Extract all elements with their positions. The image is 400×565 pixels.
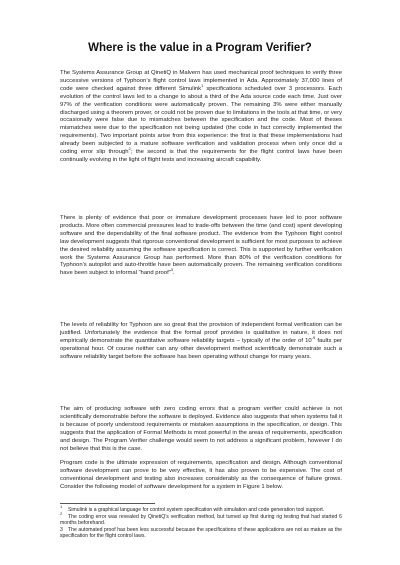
paragraph-3-text-a: The levels of reliability for Typhoon are so great that the provision of independent formal verification can be justified. Unfortunately the evidence that the formal proof provides is qualitative in nature, it does not empirically demonstrate the quantitative software reliability targets – typically of the order of 10	[60, 322, 342, 344]
footnote-text: The automated proof has been less successful because the specifications of these applications are not as mature as the specification for the flight control laws.	[60, 526, 342, 540]
footnote-number: 3	[60, 526, 63, 533]
footnote-text: The coding error was revealed by QinetiQ’s verification method, but turned up first during rig testing that had started 6 months beforehand.	[60, 513, 342, 527]
paragraph-1-text-a: The Systems Assurance Group at QinetiQ in Malvern has used mechanical proof techniques to verify three successive versions of Typhoon’s flight control laws implemented in Ada. Approximately 37,000 lines of code were checked against three different Simulink	[60, 70, 342, 92]
footnote-ref-1: 1	[201, 82, 204, 88]
footnote-divider	[60, 503, 155, 504]
paragraph-1	[60, 70, 342, 165]
footnote-text: Simulink is a graphical language for control system specification with simulation and code generation tool support.	[68, 507, 325, 513]
exponent: -9	[311, 334, 316, 340]
footnote	[60, 527, 342, 540]
page-title: Where is the value in a Program Verifier?	[88, 42, 312, 54]
paragraph-5: Program code is the ultimate expression of requirements, specification and design. Although conventional software development can prove to be very effective, it has also proven to be expensive. The cost of conventional development and testing also increases considerably as the consequence of failure grows. Consider the following model of software development for a system in Figure 1 below.	[60, 460, 342, 490]
paragraph-2-text-b: .	[172, 270, 175, 277]
paragraph-1-text-c: ; the second is that the requirements for the flight control laws have been continually evolving in the light of flight tests and increasing aircraft capability.	[60, 149, 343, 163]
footnote-ref-3: 3	[170, 267, 173, 273]
paragraph-3	[60, 322, 342, 362]
footnote-ref-2: 2	[128, 146, 131, 152]
paragraph-1-text-b: specifications scheduled over 3 processors. Each evolution of the control laws led to a change to about a third of the Ada source code each time. Just over 97% of the verification conditions were automatically proven. The remaining 3% were either manually discharged using a theorem prover, or could not be proven due to limitations in the tools at that time, or very occasionally were false due to mismatches between the specification and the code. Most of theses mismatches were due to the specification not being updated (the code in fact correctly implemented the requirements). Two important points arise from this experience: the first is that these implementations had already been subjected to a mature software verification and validation process when only once did a coding error slip through	[60, 85, 342, 156]
paragraph-2	[60, 215, 342, 278]
footnotes	[60, 504, 342, 540]
paragraph-3-text-b: faults per operational hour. Of course neither can any other development method scientifically demonstrate such a software reliability target before the software has been operating without change for many years.	[60, 337, 342, 360]
footnote: $^2$The coding error was revealed by QinetiQ’s verification method, but turned up first during rig testing that had started 6 months beforehand.	[60, 510, 342, 527]
paragraph-4: The aim of producing software with zero coding errors that a program verifier could achieve is not scientifically demonstrable before the software is deployed. Evidence also suggests that when systems fail it is because of poorly understood requirements or mistaken assumptions in the specification, or design. This suggests that the application of Formal Methods is most powerful in the areas of requirements, specification and design. The Program Verifier challenge would seem to not address a significant problem, however I do not believe that this is the case.	[60, 406, 342, 452]
paragraph-2-text-a: There is plenty of evidence that poor or immature development processes have led to poor software products. More often commercial pressures lead to trade-offs between the time (and cost) spent developing software and the dependability of the final software product. The evidence from the Typhoon flight control law development suggests that rigorous conventional development is sufficient for most purposes to achieve the desired reliability assuming the software specification is correct. This is supported by further verification work the Systems Assurance Group has performed. More than 80% of the verification conditions for Typhoon’s autopilot and auto-throttle have been automatically proven. The remaining verification conditions have been subject to informal “hand proof”	[60, 215, 342, 277]
footnote: $^1$Simulink is a graphical language for control system specification with simulation and code generation tool support.	[60, 504, 325, 513]
